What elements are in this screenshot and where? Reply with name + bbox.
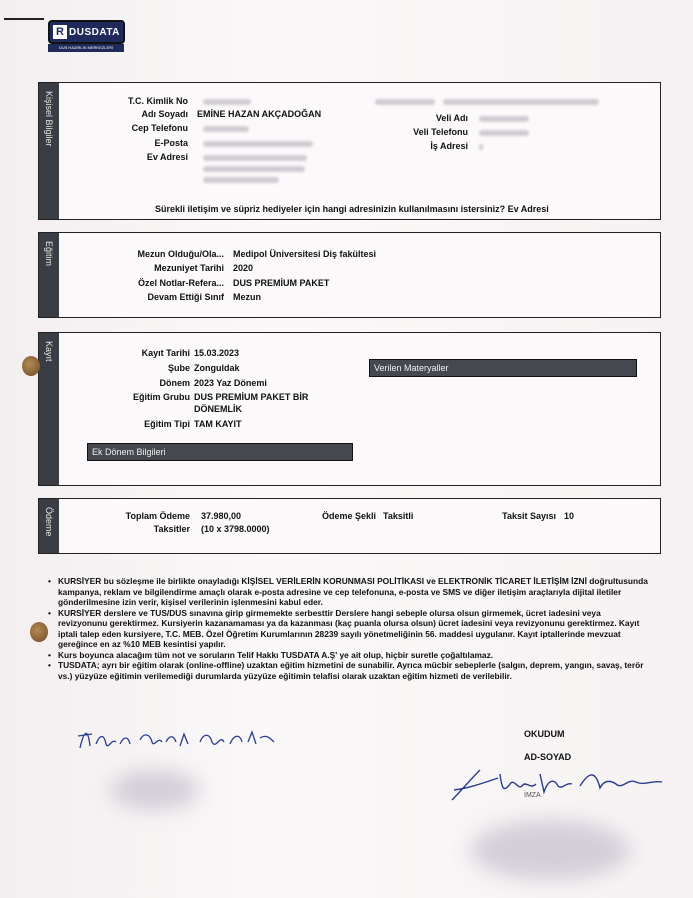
logo-subtitle: DUS HAZIRLIK MERKEZLERİ — [48, 44, 124, 52]
personal-tab: Kişisel Bilgiler — [39, 83, 59, 219]
notes-value: DUS PREMİUM PAKET — [233, 278, 330, 288]
school-label: Mezun Olduğu/Ola... — [137, 249, 224, 259]
address-line3-redacted — [203, 177, 279, 183]
redacted-area — [110, 770, 200, 810]
reg-date-value: 15.03.2023 — [194, 348, 240, 358]
education-section — [38, 232, 661, 318]
payment-tab: Ödeme — [39, 499, 59, 553]
name-value: EMİNE HAZAN AKÇADOĞAN — [197, 109, 322, 119]
signature-scribble — [440, 760, 680, 810]
punch-hole — [22, 356, 40, 376]
reg-date-label: Kayıt Tarihi — [141, 348, 190, 358]
phone-label: Cep Telefonu — [131, 123, 188, 133]
registration-tab: Kayıt — [39, 333, 59, 485]
extra-term-header: Ek Dönem Bilgileri — [87, 443, 353, 461]
tc-label: T.C. Kimlik No — [127, 96, 188, 106]
class-label: Devam Ettiği Sınıf — [147, 292, 224, 302]
handwritten-note — [70, 720, 300, 760]
work-address-redacted — [479, 144, 483, 150]
grad-year-label: Mezuniyet Tarihi — [154, 263, 224, 273]
method-label: Ödeme Şekli — [321, 511, 376, 521]
address-label: Ev Adresi — [146, 152, 188, 162]
personal-section — [38, 82, 661, 220]
parent-value-redacted — [479, 116, 529, 122]
parent-phone-redacted — [479, 130, 529, 136]
term-value: 2023 Yaz Dönemi — [194, 378, 267, 388]
ad-soyad-label: AD-SOYAD — [524, 752, 572, 762]
method-value: Taksitli — [383, 511, 414, 521]
installments-value: (10 x 3798.0000) — [201, 524, 270, 534]
email-value-redacted — [203, 141, 313, 147]
address-preference: Sürekli iletişim ve süpriz hediyeler için hangi adresinizin kullanılmasını istersiniz? Ev Adresi — [155, 204, 549, 214]
imza-label: İMZA — [524, 792, 541, 799]
work-address-label: İş Adresi — [430, 141, 468, 151]
term-label: Dönem — [159, 378, 190, 388]
logo-text: DUSDATA — [69, 26, 120, 38]
total-label: Toplam Ödeme — [125, 511, 190, 521]
redacted-area — [470, 820, 630, 880]
term-item: • TUSDATA; ayrı bir eğitim olarak (online-offline) uzaktan eğitim hizmetini de sunabilir. Ayrıca mücbir sebeplerle (salgın, deprem, yangın, savaş, terör vs.) yüzyüze eğitimin verilemediği durumlarda yüzyüze eğitimin telafisi olarak uzaktan eğitim hizmeti de verilebilir. — [48, 660, 648, 681]
installments-label: Taksitler — [153, 524, 190, 534]
total-value: 37.980,00 — [201, 511, 242, 521]
email-label: E-Posta — [154, 138, 188, 148]
parent-phone-label: Veli Telefonu — [413, 127, 468, 137]
phone-value-redacted — [203, 126, 249, 132]
group-value-line2: DÖNEMLİK — [194, 404, 242, 414]
term-item: • KURSİYER bu sözleşme ile birlikte onayladığı KİŞİSEL VERİLERİN KORUNMASI POLİTİKASI ve ELEKTRONİK TİCARET İLETİŞİM İZNİ doğrultusunda kampanya, reklam ve bilgilendirme amaçlı olarak e-posta adresine ve cep telefonuna, e-posta ve SMS ve diğer iletişim araçlarıyla dijital iletiler gönderilmesine izin verir, kişisel verilerinin işlenmesini kabul eder. — [48, 576, 648, 608]
logo-mark-icon: R — [53, 25, 67, 39]
top-line — [4, 18, 44, 20]
branch-value: Zonguldak — [194, 363, 240, 373]
count-label: Taksit Sayısı — [502, 511, 556, 521]
logo-badge — [48, 20, 125, 44]
education-tab: Eğitim — [39, 233, 59, 317]
dusdata-logo — [48, 20, 128, 54]
address-line1-redacted — [203, 155, 307, 161]
birth-info-label-redacted — [375, 99, 435, 105]
registration-section — [38, 332, 661, 486]
type-label: Eğitim Tipi — [144, 419, 190, 429]
notes-label: Özel Notlar-Refera... — [137, 278, 224, 288]
payment-section — [38, 498, 661, 554]
class-value: Mezun — [233, 292, 261, 302]
materials-header: Verilen Materyaller — [369, 359, 637, 377]
name-label: Adı Soyadı — [141, 109, 188, 119]
birth-info-value-redacted — [443, 99, 599, 105]
punch-hole — [30, 622, 48, 642]
terms-list — [48, 576, 648, 681]
group-label: Eğitim Grubu — [133, 392, 190, 402]
okudum-label: OKUDUM — [524, 729, 565, 739]
type-value: TAM KAYIT — [194, 419, 242, 429]
count-value: 10 — [564, 511, 575, 521]
term-item: • KURSİYER derslere ve TUS/DUS sınavına girip girmemekte serbesttir Derslere hangi sebeple olursa olsun girmemek, ücret iadesini veya revizyonunu gerektirmez. Kursiyerin kazanamaması ya da kazanması (kaç puanla olursa olsun) ücret iadesini veya revizyonunu gerektirmez. Kayıt iptali talep eden kursiyere, T.C. MEB. Özel Öğretim Kurumlarının 28239 sayılı yönetmeliğinin 56. maddesi uygulanır. Kayıt iptallerinde mevzuat gereğince en az %10 MEB kesintisi yapılır. — [48, 608, 648, 650]
grad-year-value: 2020 — [233, 263, 254, 273]
address-line2-redacted — [203, 166, 305, 172]
parent-label: Veli Adı — [435, 113, 468, 123]
branch-label: Şube — [167, 363, 190, 373]
group-value-line1: DUS PREMİUM PAKET BİR — [194, 392, 309, 402]
tc-value-redacted — [203, 99, 251, 105]
term-item: • Kurs boyunca alacağım tüm not ve soruların Telif Hakkı TUSDATA A.Ş' ye ait olup, hiçbir suretle çoğaltılamaz. — [48, 650, 648, 661]
school-value: Medipol Üniversitesi Diş fakültesi — [233, 249, 377, 259]
